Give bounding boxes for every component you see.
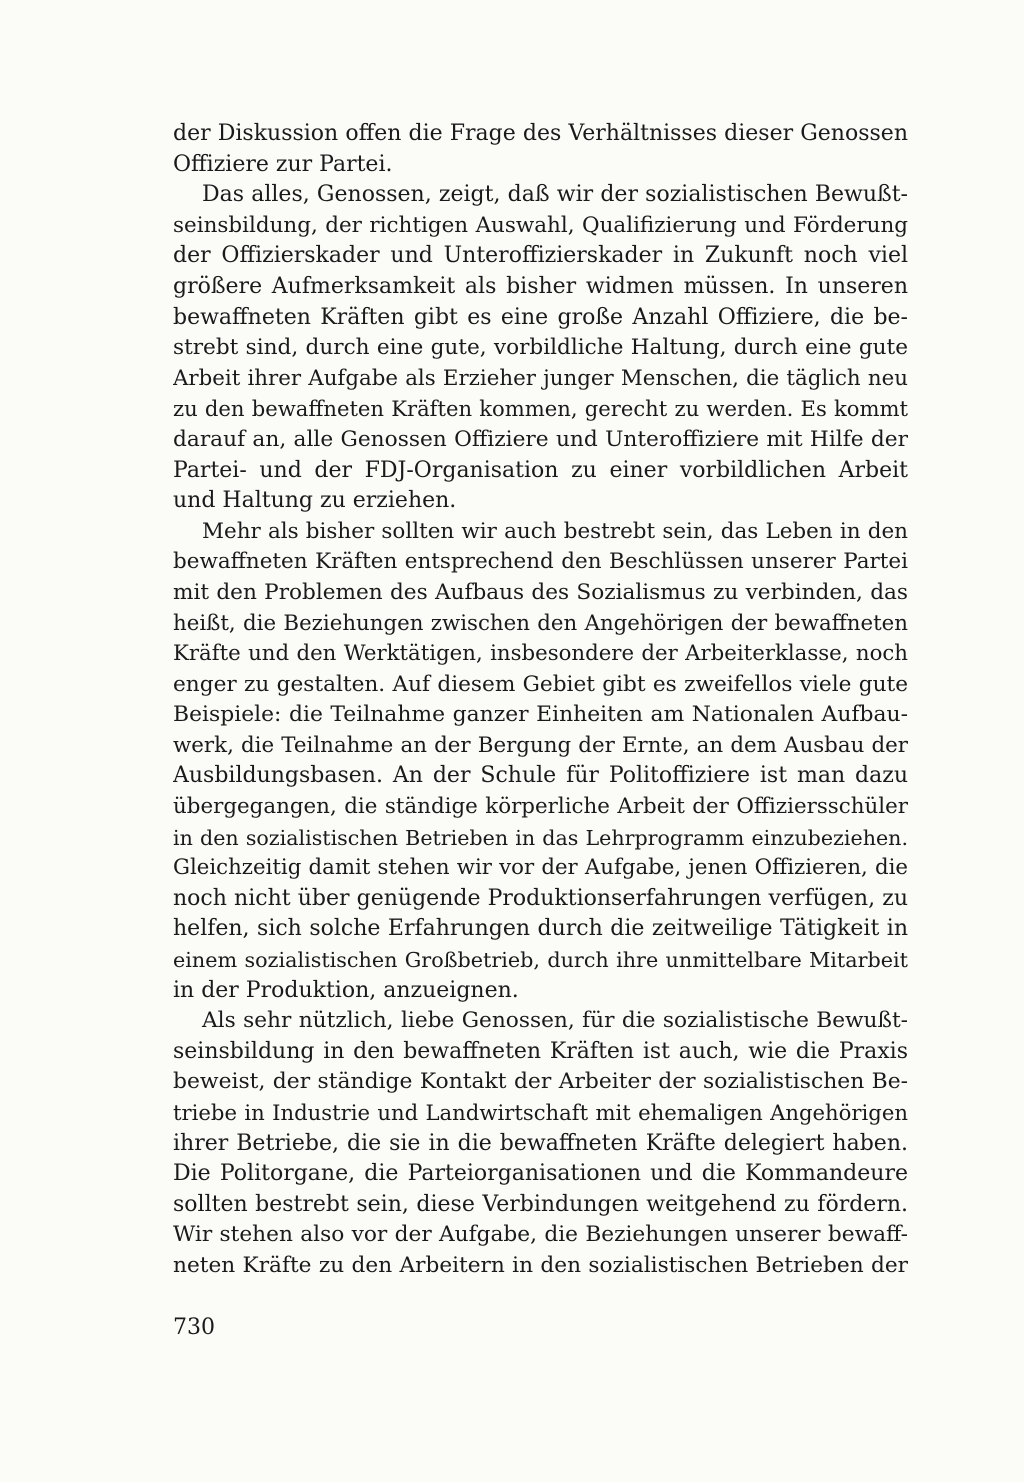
text-line: seinsbildung in den bewaffneten Kräften ist auch, wie die Praxis <box>173 1038 908 1064</box>
text-line: und Haltung zu erziehen. <box>173 488 457 514</box>
text-line: enger zu gestalten. Auf diesem Gebiet gibt es zweifellos viele gute <box>173 671 908 697</box>
text-line: Als sehr nützlich, liebe Genossen, für die sozialistische Bewußt- <box>202 1008 908 1034</box>
text-line: Beispiele: die Teilnahme ganzer Einheiten am Nationalen Aufbau- <box>173 702 908 728</box>
text-line: Die Politorgane, die Parteiorganisationen und die Kommandeure <box>173 1161 908 1187</box>
text-line: der Offizierskader und Unteroffizierskader in Zukunft noch viel <box>173 243 908 269</box>
text-line: heißt, die Beziehungen zwischen den Angehörigen der bewaffneten <box>173 610 908 636</box>
text-line: Arbeit ihrer Aufgabe als Erzieher junger Menschen, die täglich neu <box>173 365 908 391</box>
text-line: Das alles, Genossen, zeigt, daß wir der sozialistischen Bewußt- <box>202 182 908 208</box>
text-line: der Diskussion offen die Frage des Verhältnisses dieser Genossen <box>173 121 908 146</box>
text-line: darauf an, alle Genossen Offiziere und Unteroffiziere mit Hilfe der <box>173 426 908 452</box>
text-line: zu den bewaffneten Kräften kommen, gerecht zu werden. Es kommt <box>173 396 908 422</box>
text-line: einem sozialistischen Großbetrieb, durch ihre unmittelbare Mitarbeit <box>173 948 908 973</box>
text-line: Offiziere zur Partei. <box>173 151 393 177</box>
text-line: in der Produktion, anzueignen. <box>173 977 519 1003</box>
text-line: Gleichzeitig damit stehen wir vor der Aufgabe, jenen Offizieren, die <box>173 855 908 881</box>
text-line: neten Kräfte zu den Arbeitern in den sozialistischen Betrieben der <box>173 1252 908 1278</box>
text-line: Mehr als bisher sollten wir auch bestrebt sein, das Leben in den <box>202 518 908 544</box>
text-line: seinsbildung, der richtigen Auswahl, Qualifizierung und Förderung <box>173 212 908 238</box>
text-line: strebt sind, durch eine gute, vorbildliche Haltung, durch eine gute <box>173 335 908 361</box>
text-line: beweist, der ständige Kontakt der Arbeiter der sozialistischen Be- <box>173 1069 908 1095</box>
text-line: Wir stehen also vor der Aufgabe, die Beziehungen unserer bewaff- <box>173 1222 908 1248</box>
text-line: Ausbildungsbasen. An der Schule für Politoffiziere ist man dazu <box>173 763 908 789</box>
page-number: 730 <box>173 1315 215 1340</box>
body-text <box>173 119 908 1282</box>
text-line: übergegangen, die ständige körperliche Arbeit der Offiziersschüler <box>173 794 908 820</box>
text-line: sollten bestrebt sein, diese Verbindungen weitgehend zu fördern. <box>173 1191 908 1217</box>
text-line: mit den Problemen des Aufbaus des Sozialismus zu verbinden, das <box>173 579 908 605</box>
text-line: Kräfte und den Werktätigen, insbesondere der Arbeiterklasse, noch <box>173 641 908 667</box>
text-line: Partei- und der FDJ-Organisation zu einer vorbildlichen Arbeit <box>173 457 908 483</box>
text-line: größere Aufmerksamkeit als bisher widmen müssen. In unseren <box>173 273 908 299</box>
text-line: bewaffneten Kräften entsprechend den Beschlüssen unserer Partei <box>173 549 908 575</box>
text-line: in den sozialistischen Betrieben in das Lehrprogramm einzubeziehen. <box>173 825 908 850</box>
text-line: ihrer Betriebe, die sie in die bewaffneten Kräfte delegiert haben. <box>173 1130 908 1156</box>
text-line: werk, die Teilnahme an der Bergung der Ernte, an dem Ausbau der <box>173 732 908 758</box>
text-line: bewaffneten Kräften gibt es eine große Anzahl Offiziere, die be- <box>173 304 908 330</box>
text-line: helfen, sich solche Erfahrungen durch die zeitweilige Tätigkeit in <box>173 916 908 942</box>
text-line: triebe in Industrie und Landwirtschaft mit ehemaligen Angehörigen <box>173 1100 908 1125</box>
text-line: noch nicht über genügende Produktionserfahrungen verfügen, zu <box>173 885 908 911</box>
